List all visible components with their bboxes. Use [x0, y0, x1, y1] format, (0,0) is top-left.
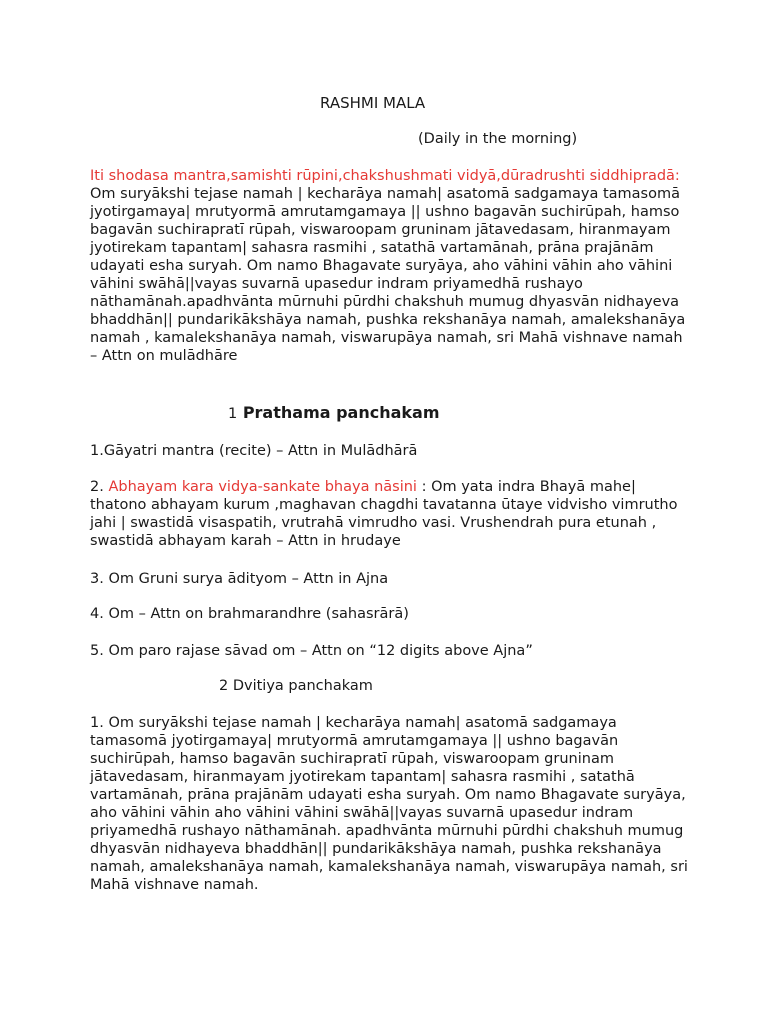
intro-paragraph: [90, 167, 690, 365]
item2-red-text: Abhayam kara vidya-sankate bhaya nāsini: [108, 479, 417, 495]
item2-text: : Om yata indra Bhayā mahe| thatono abhayam kurum ,maghavan chagdhi tavatanna ūtaye vidvisho vimrutho jahi | swastidā visaspatih, vrutrahā vimrudho vasi. Vrushendrah pura etunah , swastidā abhayam karah – Attn in hrudaye: [90, 479, 678, 549]
page-title: RASHMI MALA: [320, 94, 426, 112]
intro-red-text: Iti shodasa mantra,samishti rūpini,chakshushmati vidyā,dūradrushti siddhipradā:: [90, 168, 680, 184]
item2-prefix: 2.: [90, 479, 109, 495]
section1-item-4: 4. Om – Attn on brahmarandhre (sahasrārā): [90, 606, 409, 622]
section1-item-5: 5. Om paro rajase sāvad om – Attn on “12 digits above Ajna”: [90, 643, 533, 659]
section2-item-1: 1. Om suryākshi tejase namah | kecharāya namah| asatomā sadgamaya tamasomā jyotirgamaya| mrutyormā amrutamgamaya || ushno bagavān suchirūpah, hamso bagavān suchirapratī rūpah, viswaroopam gruninam jātavedasam, hiranmayam jyotirekam tapantam| sahasra rasmihi , satathā vartamānah, prāna prajānām udayati esha suryah. Om namo Bhagavate suryāya, aho vāhini vāhin aho vāhini vāhini swāhā||vayas suvarnā upasedur indram priyamedhā rushayo nāthamānah. apadhvānta mūrnuhi pūrdhi chakshuh mumug dhyasvān nidhayeva bhaddhān|| pundarikākshāya namah, pushka rekshanāya namah, amalekshanāya namah, kamalekshanāya namah, viswarupāya namah, sri Mahā vishnave namah.: [90, 715, 688, 893]
section1-item-2: [90, 478, 690, 550]
section1-title: Prathama panchakam: [242, 403, 440, 422]
section1-item-1: 1.Gāyatri mantra (recite) – Attn in Mulādhārā: [90, 443, 418, 459]
intro-text: Om suryākshi tejase namah | kecharāya namah| asatomā sadgamaya tamasomā jyotirgamaya| mrutyormā amrutamgamaya || ushno bagavān suchirūpah, hamso bagavān suchirapratī rūpah, viswaroopam gruninam jātavedasam, hiranmayam jyotirekam tapantam| sahasra rasmihi , satathā vartamānah, prāna prajānām udayati esha suryah. Om namo Bhagavate suryāya, aho vāhini vāhin aho vāhini vāhini swāhā||vayas suvarnā upasedur indram priyamedhā rushayo nāthamānah.apadhvānta mūrnuhi pūrdhi chakshuh mumug dhyasvān nidhayeva bhaddhān|| pundarikākshāya namah, pushka rekshanāya namah, amalekshanāya namah , kamalekshanāya namah, viswarupāya namah, sri Mahā vishnave namah – Attn on mulādhāre: [90, 186, 686, 364]
section1-number: 1: [228, 406, 238, 422]
section1-item-3: 3. Om Gruni surya ādityom – Attn in Ajna: [90, 571, 389, 587]
page-subtitle: (Daily in the morning): [418, 131, 578, 147]
section2-heading: 2 Dvitiya panchakam: [219, 678, 373, 694]
section1-heading: [228, 403, 440, 422]
